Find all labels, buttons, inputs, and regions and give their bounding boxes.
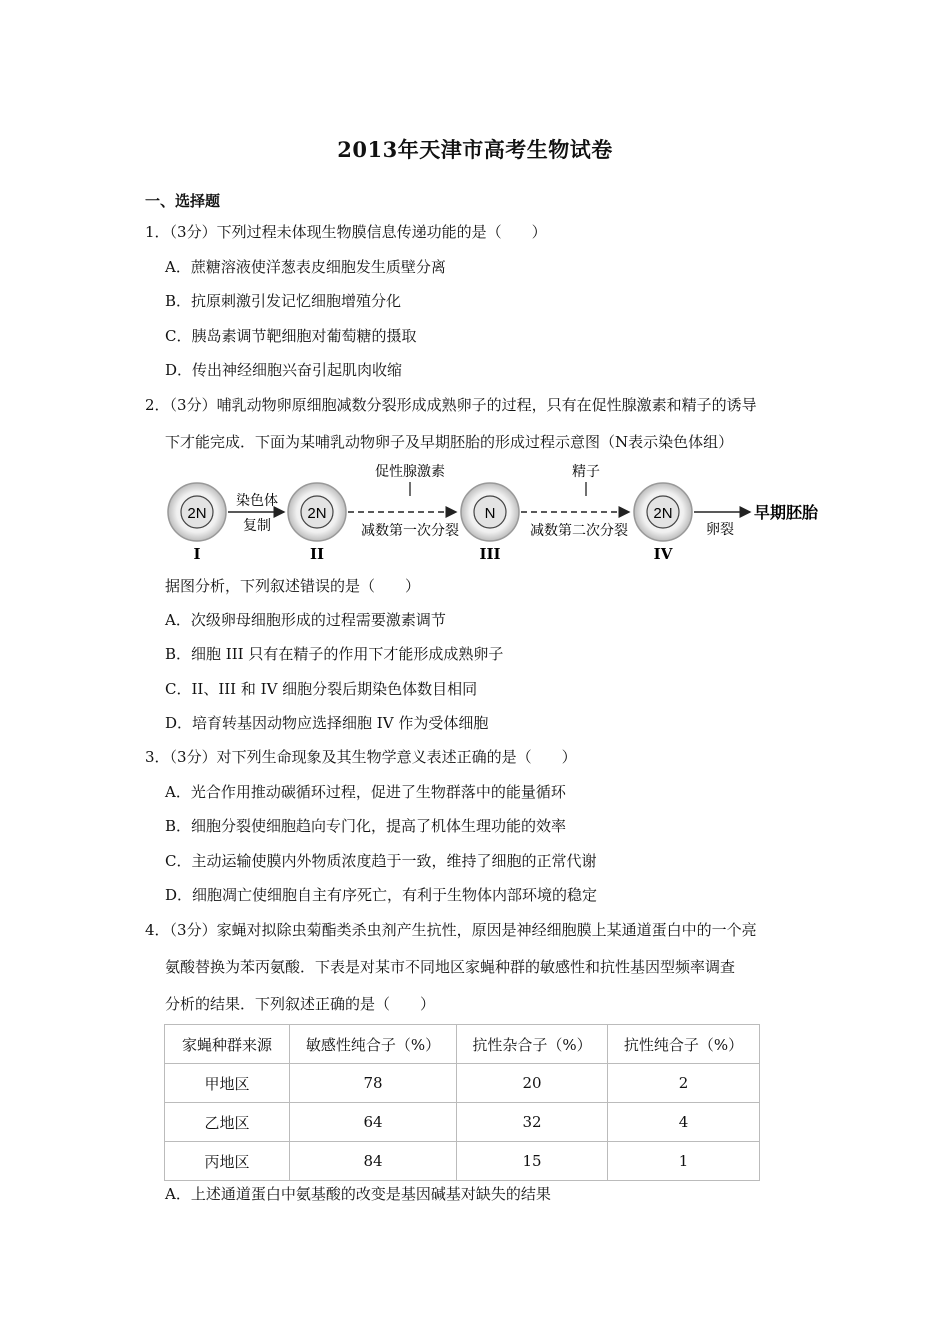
arrow-2-top-label: 促性腺激素 bbox=[375, 464, 445, 480]
arrow-1-bottom-label: 复制 bbox=[243, 518, 271, 534]
table-cell: 78 bbox=[290, 1064, 457, 1103]
arrow-1-top-label: 染色体 bbox=[236, 493, 278, 509]
cell-4 bbox=[634, 483, 692, 541]
table-header-cell: 家蝇种群来源 bbox=[165, 1025, 290, 1064]
question-2-option-b: B．细胞 III 只有在精子的作用下才能形成成熟卵子 bbox=[165, 645, 504, 663]
table-cell: 甲地区 bbox=[165, 1064, 290, 1103]
cell-3-ploidy: N bbox=[484, 505, 496, 522]
cell-1 bbox=[168, 483, 226, 541]
question-4-stem-line2: 氨酸替换为苯丙氨酸．下表是对某市不同地区家蝇种群的敏感性和抗性基因型频率调查 bbox=[165, 958, 736, 976]
table-cell: 2 bbox=[608, 1064, 760, 1103]
arrow-2-bottom-label: 减数第一次分裂 bbox=[361, 523, 459, 539]
question-3-option-b: B．细胞分裂使细胞趋向专门化，提高了机体生理功能的效率 bbox=[165, 817, 567, 835]
cell-3-label: III bbox=[479, 545, 501, 563]
cell-2-ploidy: 2N bbox=[307, 505, 327, 522]
table-row bbox=[165, 1103, 760, 1142]
question-4-stem-line3: 分析的结果．下列叙述正确的是（ ） bbox=[165, 995, 436, 1013]
table-header-cell: 抗性杂合子（%） bbox=[457, 1025, 608, 1064]
cell-4-label: IV bbox=[653, 545, 673, 563]
table-header-row bbox=[165, 1025, 760, 1064]
arrow-4-bottom-label: 卵裂 bbox=[706, 522, 734, 538]
table-row bbox=[165, 1142, 760, 1181]
table-cell: 84 bbox=[290, 1142, 457, 1181]
cell-4-ploidy: 2N bbox=[653, 505, 673, 522]
question-2-option-d: D．培育转基因动物应选择细胞 IV 作为受体细胞 bbox=[165, 714, 489, 732]
arrow-3-bottom-label: 减数第二次分裂 bbox=[530, 523, 628, 539]
question-1-option-c: C．胰岛素调节靶细胞对葡萄糖的摄取 bbox=[165, 327, 417, 345]
table-header-cell: 敏感性纯合子（%） bbox=[290, 1025, 457, 1064]
cell-3 bbox=[461, 483, 519, 541]
table-header-cell: 抗性纯合子（%） bbox=[608, 1025, 760, 1064]
question-1-option-d: D．传出神经细胞兴奋引起肌肉收缩 bbox=[165, 361, 403, 379]
question-1-option-b: B．抗原刺激引发记忆细胞增殖分化 bbox=[165, 292, 402, 310]
table-cell: 32 bbox=[457, 1103, 608, 1142]
question-4-option-a: A．上述通道蛋白中氨基酸的改变是基因碱基对缺失的结果 bbox=[165, 1185, 551, 1203]
arrow-3-top-label: 精子 bbox=[572, 464, 600, 480]
cell-1-ploidy: 2N bbox=[187, 505, 207, 522]
table-cell: 乙地区 bbox=[165, 1103, 290, 1142]
cell-2-label: II bbox=[309, 545, 325, 563]
question-3-option-d: D．细胞凋亡使细胞自主有序死亡，有利于生物体内部环境的稳定 bbox=[165, 886, 598, 904]
question-2-stem-line1: 2．（3分）哺乳动物卵原细胞减数分裂形成成熟卵子的过程，只有在促性腺激素和精子的诱导 bbox=[145, 396, 757, 414]
cell-2 bbox=[288, 483, 346, 541]
question-1-option-a: A．蔗糖溶液使洋葱表皮细胞发生质壁分离 bbox=[165, 258, 446, 276]
early-embryo-label: 早期胚胎 bbox=[754, 503, 819, 522]
oocyte-development-diagram bbox=[160, 460, 840, 570]
question-2-prompt: 据图分析，下列叙述错误的是（ ） bbox=[165, 577, 421, 595]
cell-1-label: I bbox=[193, 545, 201, 563]
question-3-option-a: A．光合作用推动碳循环过程，促进了生物群落中的能量循环 bbox=[165, 783, 566, 801]
question-1-stem: 1．（3分）下列过程未体现生物膜信息传递功能的是（ ） bbox=[145, 223, 547, 241]
table-cell: 4 bbox=[608, 1103, 760, 1142]
table-cell: 15 bbox=[457, 1142, 608, 1181]
table-cell: 丙地区 bbox=[165, 1142, 290, 1181]
table-cell: 20 bbox=[457, 1064, 608, 1103]
page-title: 2013年天津市高考生物试卷 bbox=[337, 137, 613, 162]
question-2-stem-line2: 下才能完成．下面为某哺乳动物卵子及早期胚胎的形成过程示意图（N表示染色体组） bbox=[165, 433, 734, 451]
question-3-option-c: C．主动运输使膜内外物质浓度趋于一致，维持了细胞的正常代谢 bbox=[165, 852, 597, 870]
question-2-option-a: A．次级卵母细胞形成的过程需要激素调节 bbox=[165, 611, 446, 629]
question-2-option-c: C．II、III 和 IV 细胞分裂后期染色体数目相同 bbox=[165, 680, 478, 698]
question-4-stem-line1: 4．（3分）家蝇对拟除虫菊酯类杀虫剂产生抗性，原因是神经细胞膜上某通道蛋白中的一个亮 bbox=[145, 921, 757, 939]
table-cell: 1 bbox=[608, 1142, 760, 1181]
section-heading: 一、选择题 bbox=[145, 192, 221, 210]
housefly-genotype-table bbox=[164, 1024, 760, 1181]
question-3-stem: 3．（3分）对下列生命现象及其生物学意义表述正确的是（ ） bbox=[145, 748, 577, 766]
table-row bbox=[165, 1064, 760, 1103]
table-cell: 64 bbox=[290, 1103, 457, 1142]
